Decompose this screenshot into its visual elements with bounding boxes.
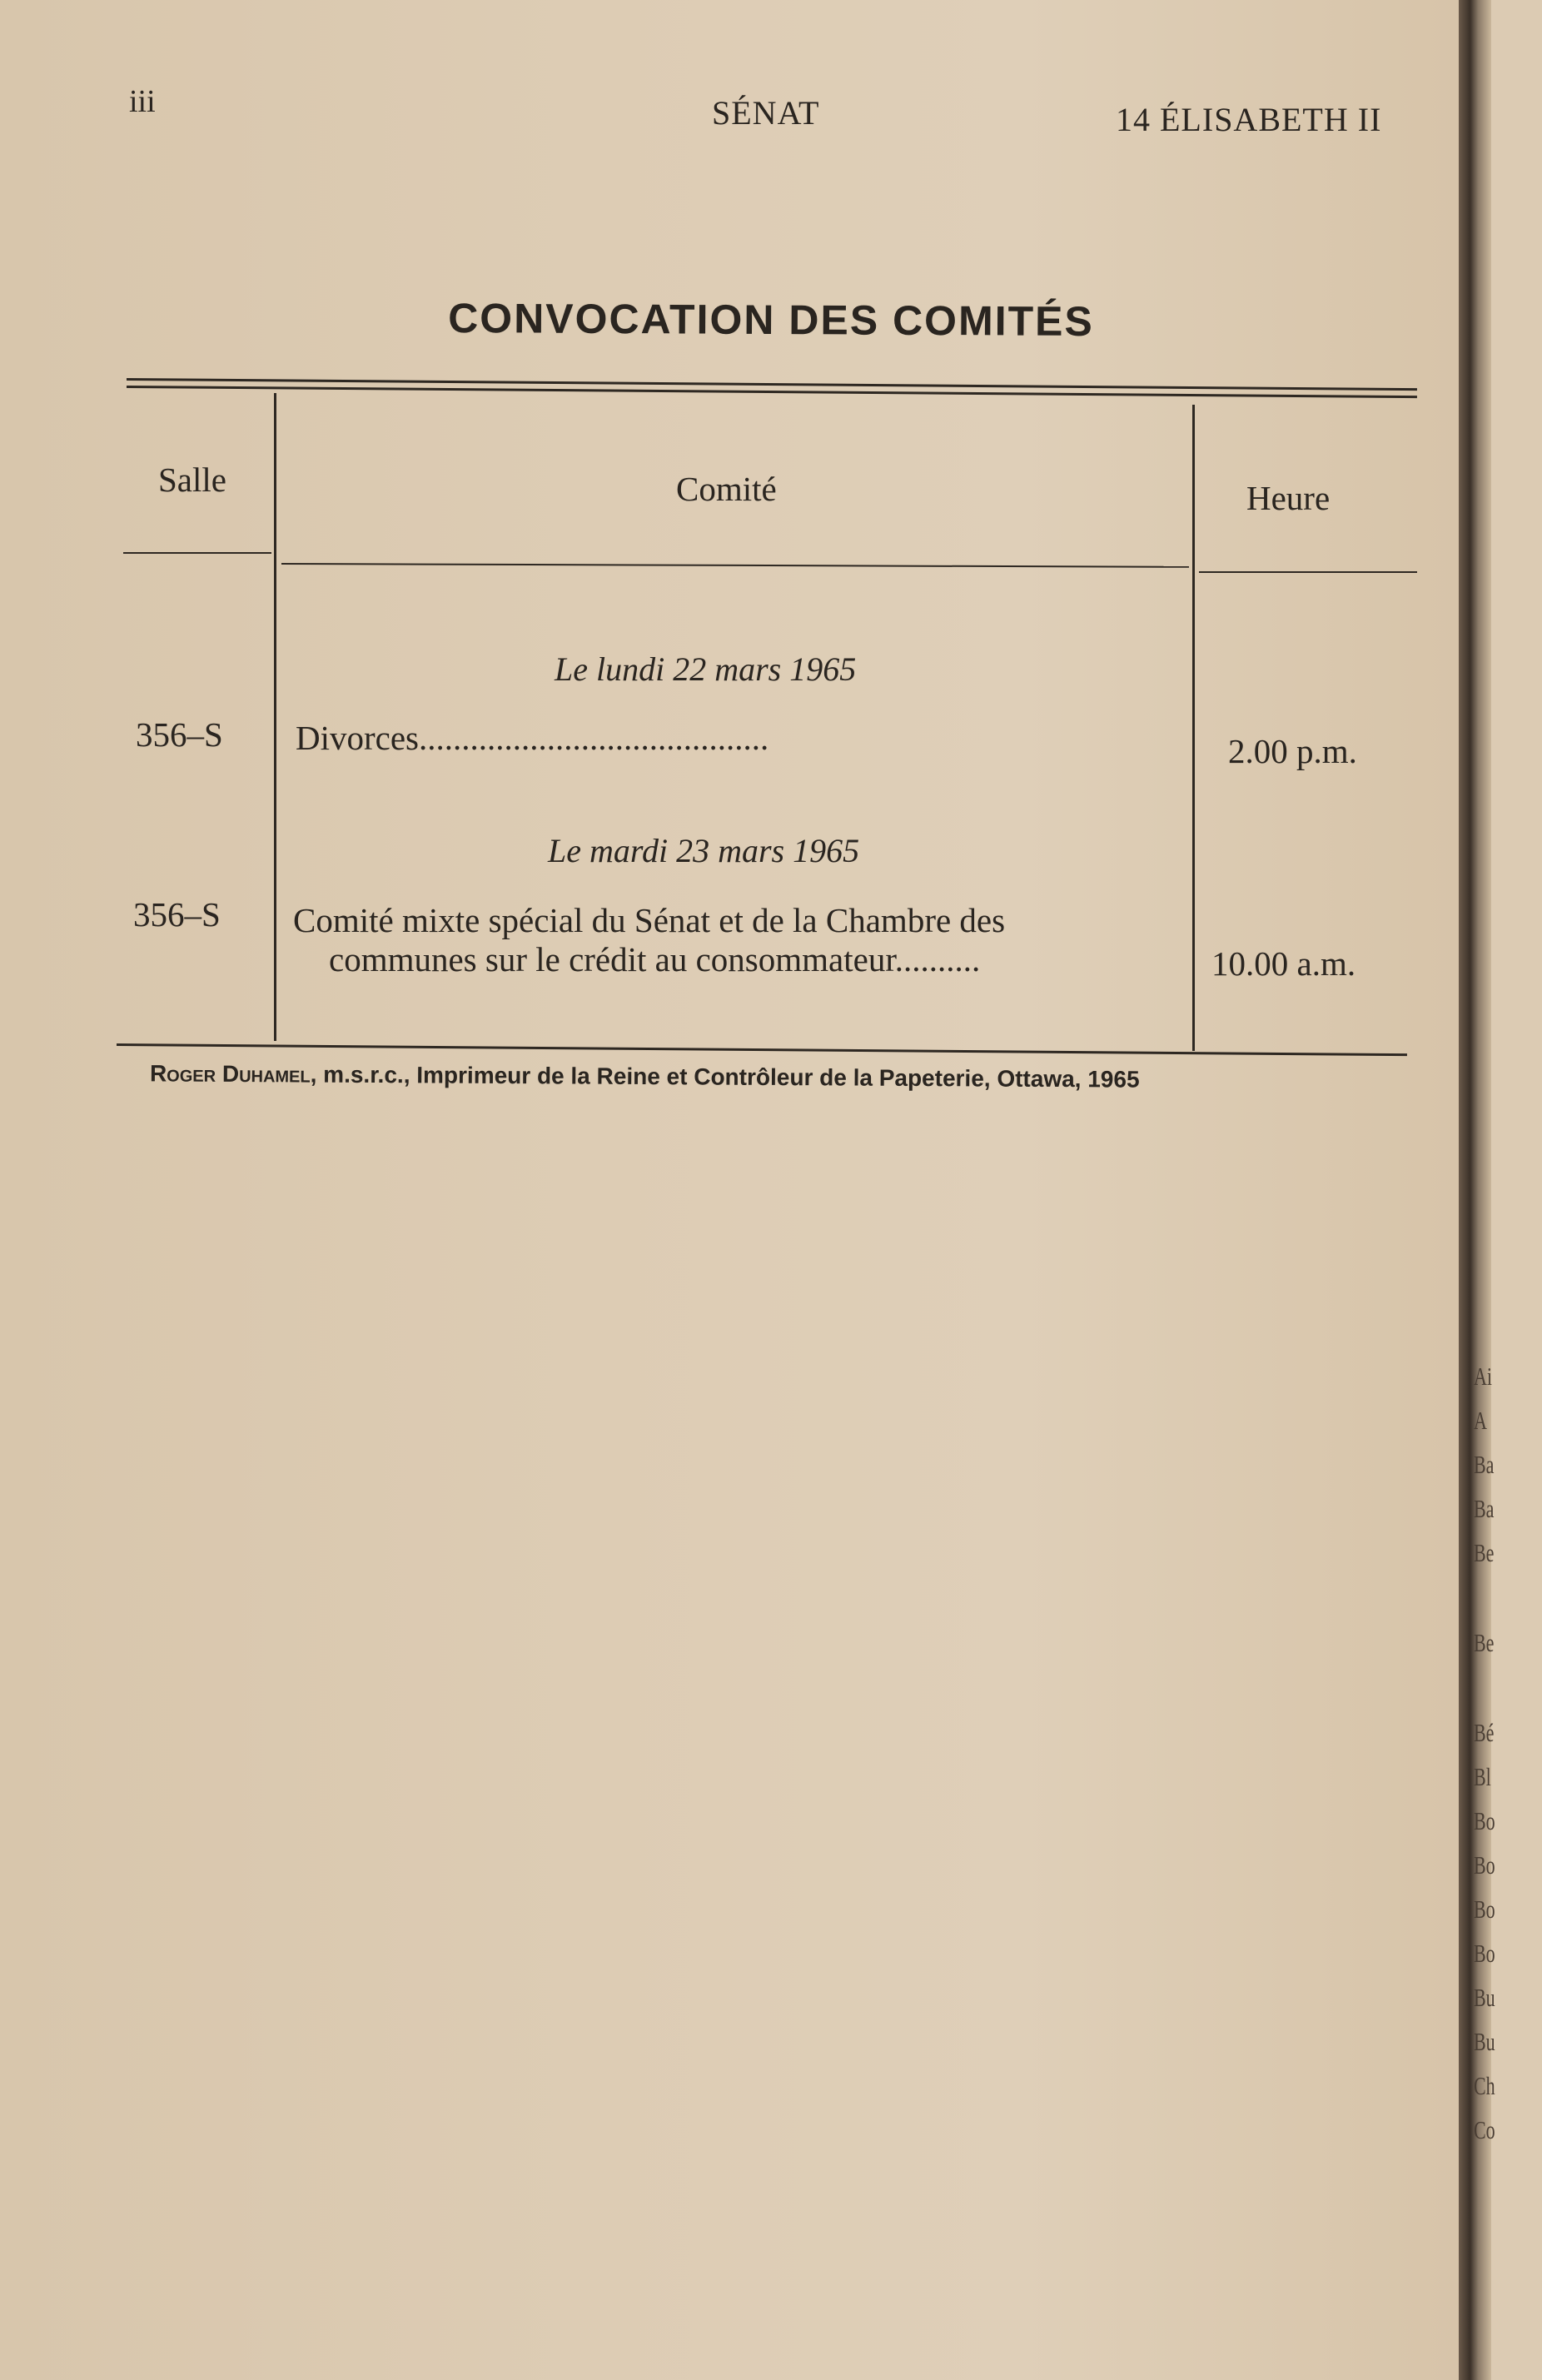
table-row-salle: 356–S — [133, 895, 221, 934]
table-row-heure: 2.00 p.m. — [1228, 732, 1357, 770]
date-heading: Le mardi 23 mars 1965 — [548, 832, 860, 869]
page-number: iii — [129, 84, 156, 119]
table-row-comite-line-2 — [329, 939, 980, 979]
column-header-heure: Heure — [1246, 479, 1331, 517]
facing-page-fragment: Ba — [1474, 1449, 1495, 1479]
facing-page-fragment: Be — [1474, 1627, 1495, 1657]
facing-page-fragment: Bé — [1474, 1717, 1495, 1747]
table-row-comite-line-1: Comité mixte spécial du Sénat et de la Chambre des — [293, 901, 1006, 939]
facing-page-fragment: Bo — [1474, 1805, 1495, 1835]
facing-page-fragment: Bl — [1474, 1761, 1491, 1791]
comite-text: Divorces — [296, 719, 420, 757]
facing-page-fragment: Bo — [1474, 1938, 1495, 1968]
page-title: CONVOCATION DES COMITÉS — [448, 294, 1094, 346]
bottom-rule — [117, 1043, 1407, 1056]
running-head-reign: 14 ÉLISABETH II — [1116, 101, 1382, 138]
leader-dots: .......... — [894, 940, 981, 978]
printer-imprint — [150, 1060, 1140, 1093]
printer-name: Roger Duhamel — [149, 1060, 311, 1088]
facing-page-fragment: A — [1474, 1405, 1487, 1435]
book-gutter — [1459, 0, 1491, 2380]
column-divider-1 — [274, 393, 276, 1041]
facing-page-fragment: Bu — [1474, 2026, 1495, 2056]
facing-page-fragment: Ba — [1474, 1493, 1495, 1523]
facing-page-fragment: Bo — [1474, 1850, 1495, 1880]
comite-text: communes sur le crédit au consommateur — [329, 940, 895, 978]
column-divider-2 — [1192, 405, 1195, 1051]
table-row-comite — [296, 718, 769, 758]
header-rule-comite — [281, 563, 1189, 568]
column-header-comite: Comité — [676, 470, 777, 508]
column-header-salle: Salle — [158, 461, 226, 499]
header-rule-salle — [123, 552, 271, 554]
facing-page-fragment: Co — [1474, 2114, 1495, 2144]
facing-page-fragment: Ai — [1474, 1361, 1492, 1391]
table-row-heure: 10.00 a.m. — [1211, 944, 1356, 983]
leader-dots: ......................................... — [419, 719, 769, 757]
facing-page-fragment: Be — [1474, 1537, 1495, 1567]
header-rule-heure — [1199, 571, 1417, 573]
printer-details: , m.s.r.c., Imprimeur de la Reine et Contrôleur de la Papeterie, Ottawa, 1965 — [310, 1061, 1140, 1093]
running-head-section: SÉNAT — [712, 94, 820, 132]
facing-page-fragment: Bo — [1474, 1894, 1495, 1924]
facing-page-fragment: Ch — [1474, 2070, 1495, 2100]
date-heading: Le lundi 22 mars 1965 — [555, 650, 857, 688]
facing-page-fragment: Bu — [1474, 1982, 1495, 2012]
table-row-salle: 356–S — [136, 715, 223, 754]
